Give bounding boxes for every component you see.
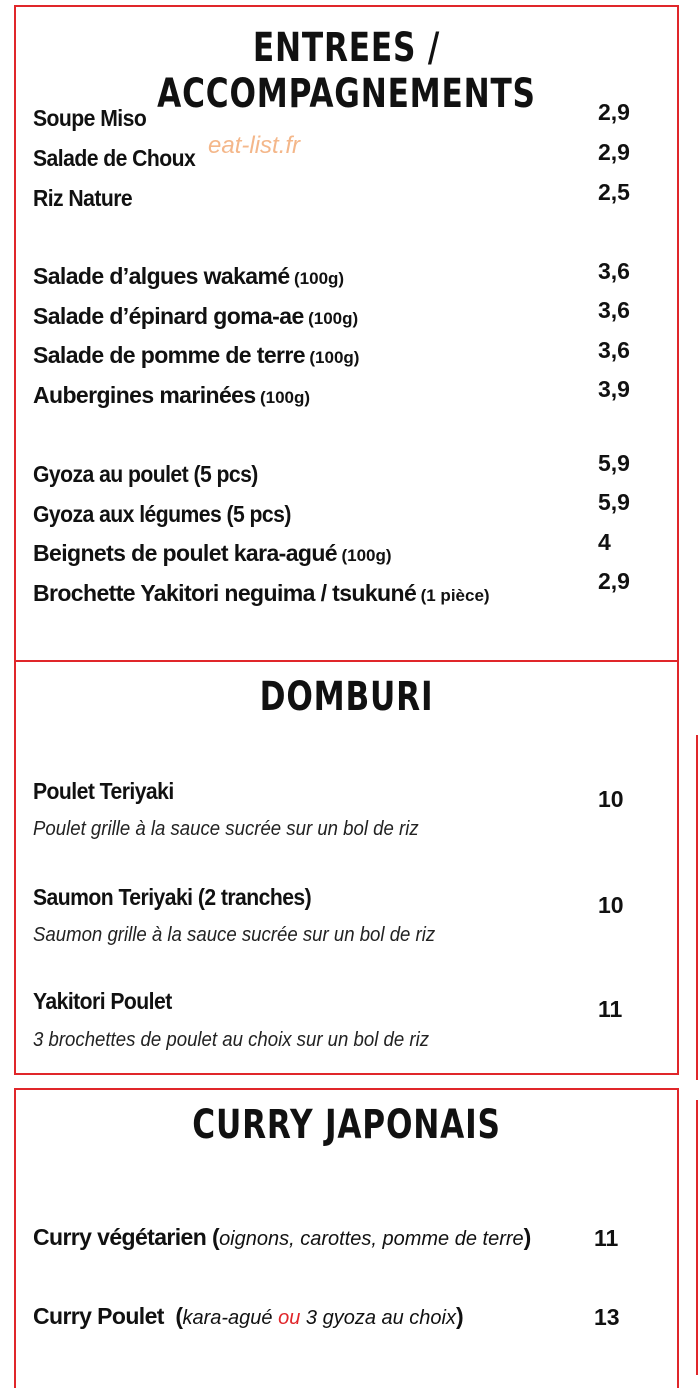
menu-item-name: Salade d’algues wakamé	[33, 263, 290, 289]
menu-item-name: Riz Nature	[33, 185, 133, 211]
menu-item-name: Saumon Teriyaki (2 tranches)	[33, 884, 312, 910]
menu-item-name: Curry Poulet	[33, 1303, 164, 1329]
menu-item-name: Beignets de poulet kara-agué	[33, 540, 337, 566]
entrees-title: ENTREES / ACCOMPAGNEMENTS	[157, 25, 536, 117]
menu-item-name: Salade de Choux	[33, 145, 196, 171]
menu-item-price: 2,9	[598, 568, 630, 594]
menu-item-qty: (100g)	[308, 309, 359, 328]
curry-title: CURRY JAPONAIS	[192, 1102, 501, 1148]
menu-item	[33, 1224, 531, 1251]
domburi-title: DOMBURI	[259, 674, 434, 720]
menu-item-price: 3,6	[598, 337, 630, 363]
menu-item-description: Poulet grille à la sauce sucrée sur un bol de riz	[33, 818, 419, 840]
menu-item-price: 5,9	[598, 489, 630, 515]
paren-open: (	[206, 1224, 220, 1250]
entrees-section	[14, 5, 679, 662]
menu-item-price: 3,6	[598, 258, 630, 284]
menu-item-detail: kara-agué	[182, 1307, 279, 1329]
menu-item-name: Gyoza au poulet (5 pcs)	[33, 461, 258, 487]
menu-item-qty: (100g)	[259, 388, 311, 407]
menu-item-price: 4	[598, 529, 611, 555]
menu-item-price: 10	[598, 892, 624, 918]
menu-item-price: 2,5	[598, 179, 630, 205]
domburi-section	[14, 660, 679, 1075]
menu-item-qty: (100g)	[294, 269, 345, 288]
menu-item-description: 3 brochettes de poulet au choix sur un bol de riz	[33, 1029, 430, 1051]
menu-item-price: 11	[594, 1225, 619, 1251]
menu-item-name: Aubergines marinées	[33, 382, 256, 408]
menu-item	[33, 382, 310, 409]
menu-item	[33, 1303, 463, 1330]
menu-item	[33, 580, 490, 607]
menu-item-price: 5,9	[598, 450, 630, 476]
curry-section	[14, 1088, 679, 1388]
paren-close: )	[456, 1303, 464, 1329]
menu-item-description: Saumon grille à la sauce sucrée sur un bol de riz	[33, 924, 436, 946]
menu-item	[33, 263, 344, 290]
menu-item	[33, 342, 359, 369]
watermark: eat-list.fr	[208, 132, 301, 159]
paren-close: )	[523, 1224, 531, 1250]
menu-item-price: 11	[598, 996, 623, 1022]
menu-item-detail-or: ou	[278, 1307, 301, 1329]
menu-item-name: Salade d’épinard goma-ae	[33, 303, 304, 329]
menu-item-qty: (1 pièce)	[420, 586, 490, 605]
menu-item-name: Salade de pomme de terre	[33, 342, 305, 368]
menu-item-price: 10	[598, 786, 624, 812]
menu-item-qty: (100g)	[309, 348, 360, 367]
menu-item-price: 3,6	[598, 297, 630, 323]
menu-item-detail: 3 gyoza au choix	[300, 1307, 456, 1329]
menu-item-name: Brochette Yakitori neguima / tsukuné	[33, 580, 417, 606]
menu-item-name: Yakitori Poulet	[33, 988, 172, 1014]
paren-open: (	[163, 1303, 183, 1329]
menu-item-price: 2,9	[598, 139, 630, 165]
menu-item-detail: oignons, carottes, pomme de terre	[219, 1228, 524, 1250]
menu-item-qty: (100g)	[341, 546, 392, 565]
menu-item-name: Gyoza aux légumes (5 pcs)	[33, 501, 291, 527]
menu-item-name: Curry végétarien	[33, 1224, 207, 1250]
menu-item	[33, 540, 392, 567]
menu-item-name: Soupe Miso	[33, 105, 147, 131]
menu-item-price: 13	[594, 1304, 620, 1330]
menu-item	[33, 303, 358, 330]
menu-item-price: 3,9	[598, 376, 630, 402]
menu-item-price: 2,9	[598, 99, 630, 125]
menu-item-name: Poulet Teriyaki	[33, 778, 174, 804]
